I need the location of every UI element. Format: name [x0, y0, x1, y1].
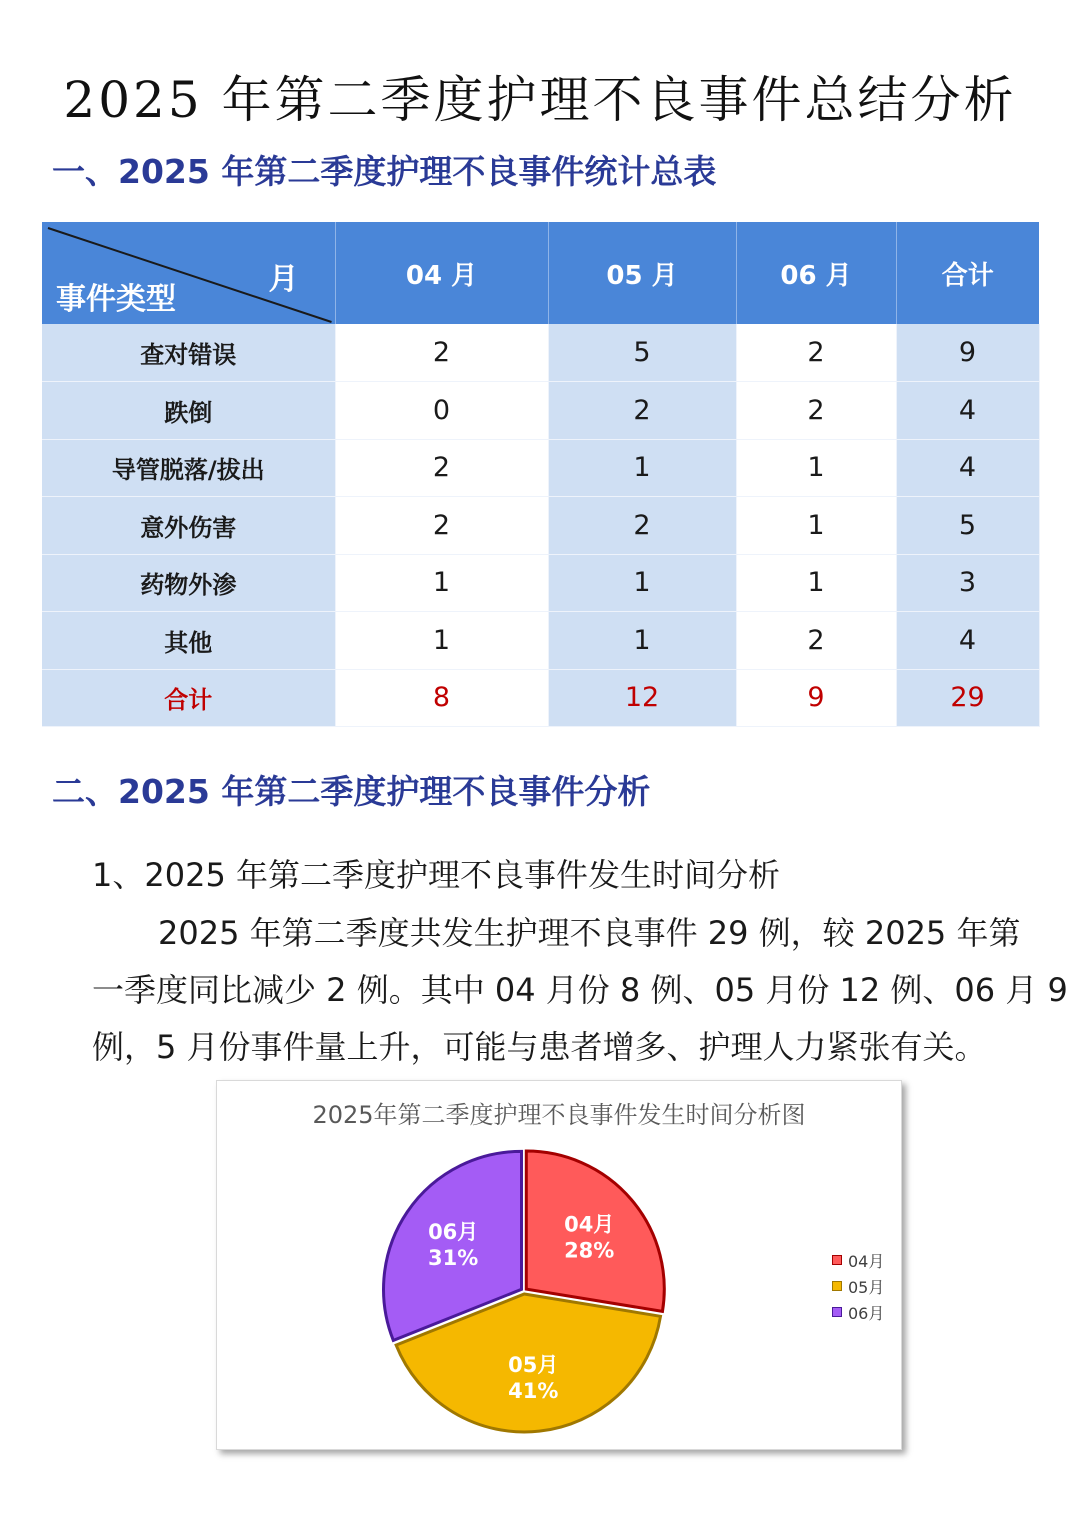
legend-swatch — [832, 1307, 842, 1317]
slice-category-label: 05月 — [508, 1353, 559, 1378]
analysis-text-line: 例，5 月份事件量上升，可能与患者增多、护理人力紧张有关。 — [92, 1028, 987, 1066]
count-cell: 2 — [335, 324, 548, 382]
row-total-cell: 4 — [896, 439, 1039, 497]
count-cell: 1 — [548, 612, 736, 670]
table-row — [42, 382, 1039, 440]
slice-percent-label: 31% — [428, 1245, 479, 1270]
table-row — [42, 612, 1039, 670]
column-header-total: 合计 — [896, 222, 1039, 324]
analysis-text-line: 一季度同比减少 2 例。其中 04 月份 8 例、05 月份 12 例、06 月 9 — [92, 971, 1068, 1009]
event-type-cell: 意外伤害 — [42, 497, 335, 555]
analysis-subtitle: 1、2025 年第二季度护理不良事件发生时间分析 — [92, 856, 780, 894]
count-cell: 2 — [736, 382, 896, 440]
event-type-cell: 导管脱落/拔出 — [42, 439, 335, 497]
count-cell: 1 — [335, 554, 548, 612]
count-cell: 2 — [335, 497, 548, 555]
total-label-cell: 合计 — [42, 669, 335, 727]
row-total-cell: 9 — [896, 324, 1039, 382]
event-type-cell: 跌倒 — [42, 382, 335, 440]
section-heading-analysis: 二、2025 年第二季度护理不良事件分析 — [52, 772, 651, 811]
table-row — [42, 439, 1039, 497]
row-total-cell: 3 — [896, 554, 1039, 612]
count-cell: 1 — [736, 497, 896, 555]
column-header-05: 05 月 — [548, 222, 736, 324]
chart-title: 2025年第二季度护理不良事件发生时间分析图 — [312, 1101, 806, 1129]
legend-swatch — [832, 1281, 842, 1291]
section-heading-statistics: 一、2025 年第二季度护理不良事件统计总表 — [52, 152, 717, 191]
count-cell: 5 — [548, 324, 736, 382]
table-header-row — [42, 222, 1039, 324]
count-cell: 2 — [736, 324, 896, 382]
count-cell: 0 — [335, 382, 548, 440]
table-row — [42, 324, 1039, 382]
row-total-cell: 5 — [896, 497, 1039, 555]
legend-label: 05月 — [848, 1277, 885, 1297]
analysis-text-line: 2025 年第二季度共发生护理不良事件 29 例，较 2025 年第 — [158, 914, 1021, 952]
count-cell: 2 — [548, 497, 736, 555]
pie-chart-panel — [216, 1080, 902, 1450]
count-cell: 1 — [548, 439, 736, 497]
column-header-06: 06 月 — [736, 222, 896, 324]
legend-swatch — [832, 1255, 842, 1265]
chart-legend — [832, 1247, 884, 1325]
statistics-table — [42, 222, 1040, 727]
total-cell: 8 — [335, 669, 548, 727]
legend-label: 04月 — [848, 1251, 885, 1271]
count-cell: 1 — [736, 554, 896, 612]
count-cell: 1 — [548, 554, 736, 612]
table-total-row — [42, 669, 1039, 727]
legend-item — [832, 1247, 884, 1273]
slice-percent-label: 28% — [564, 1238, 615, 1263]
table-row — [42, 554, 1039, 612]
count-cell: 2 — [736, 612, 896, 670]
corner-type-label: 事件类型 — [56, 282, 176, 317]
row-total-cell: 4 — [896, 612, 1039, 670]
table-row — [42, 497, 1039, 555]
slice-category-label: 06月 — [428, 1219, 479, 1244]
legend-item — [832, 1299, 884, 1325]
legend-label: 06月 — [848, 1303, 885, 1323]
count-cell: 1 — [335, 612, 548, 670]
legend-item — [832, 1273, 884, 1299]
table-corner-header — [42, 222, 335, 324]
event-type-cell: 其他 — [42, 612, 335, 670]
row-total-cell: 4 — [896, 382, 1039, 440]
column-header-04: 04 月 — [335, 222, 548, 324]
grand-total-cell: 29 — [896, 669, 1039, 727]
corner-month-label: 月 — [268, 262, 299, 297]
total-cell: 12 — [548, 669, 736, 727]
pie-chart — [217, 1081, 903, 1451]
total-cell: 9 — [736, 669, 896, 727]
count-cell: 2 — [548, 382, 736, 440]
event-type-cell: 查对错误 — [42, 324, 335, 382]
slice-percent-label: 41% — [508, 1379, 559, 1404]
slice-category-label: 04月 — [564, 1212, 615, 1237]
page-title: 2025 年第二季度护理不良事件总结分析 — [63, 71, 1017, 129]
count-cell: 2 — [335, 439, 548, 497]
event-type-cell: 药物外渗 — [42, 554, 335, 612]
count-cell: 1 — [736, 439, 896, 497]
